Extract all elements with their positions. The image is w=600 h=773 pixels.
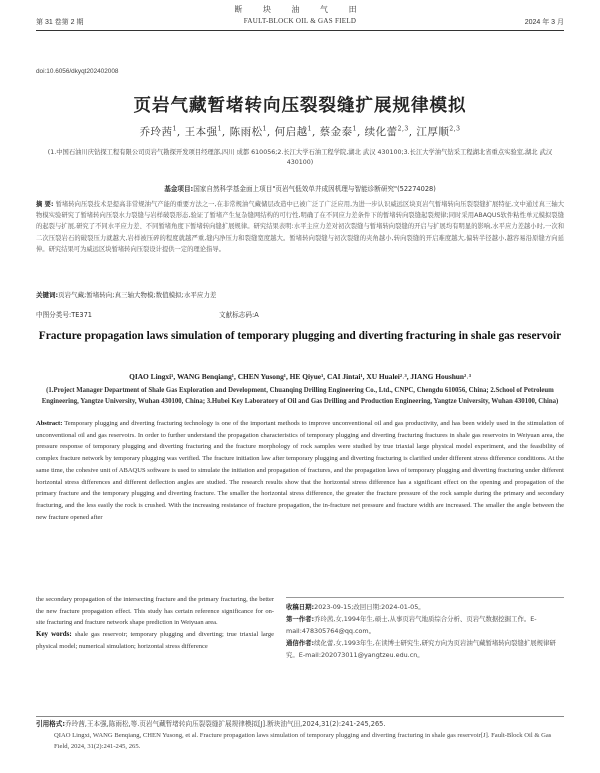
received-label: 收稿日期: [286, 603, 315, 611]
abstract-en [36, 418, 564, 523]
abstract-en-label: Abstract: [36, 420, 63, 427]
keywords-cn [36, 290, 564, 299]
fund-text: 国家自然科学基金面上项目"页岩气低效单井成因机理与智能诊断研究"(52274028) [193, 185, 436, 193]
author-sup: 1 [217, 125, 222, 133]
abstract-cn-text: 暂堵转向压裂技术是提高非常规油气产能的重要方法之一,在非常规油气藏储层改造中已被广泛了广泛应用,为进一步认识威远区块页岩气暂堵转向压裂裂缝扩展特征,文中通过真三轴大物模实验研究了暂堵转向压裂水力裂缝与岩样破裂形态,验证了暂堵产生复杂缝网结构的可行性,明确了在不同应力差条件下的暂堵转向裂缝起裂规律;同时采用ABAQUS软件粘性单元模拟裂缝的起裂与扩展,研究了不同水平应力差、不同暂堵角度下暂堵转向缝扩展规律。研究结果表明:水平主应力差对初次裂缝与暂堵转向裂缝的开启与扩展均有明显的影响,水平应力差越小时,一次和二次压裂岩石的破裂压力就越大,岩样被压碎的程度就越严重,缝内净压力和裂缝宽度越大。暂堵转向裂缝与初次裂缝的夹角越小,转向裂缝的开启难度越大,偏转半径越小,越容易沿原缝方向延伸。研究结果可为威远区块暂堵转向压裂设计提供一定的理论指导。 [36, 201, 564, 253]
corresponding-label: 通信作者: [286, 639, 315, 647]
fund-cn [0, 183, 600, 193]
first-author-info [286, 613, 564, 637]
abstract-en-text: Temporary plugging and diverting fracturing technology is one of the important methods to improve unconventional oil and gas productivity, and has been widely used in the stimulation of unconventional oil and gas reservoirs. In order to further understand the propagation characteristics of temporary plugging and diverting fracturing fractures in shale gas reservoirs in Weiyuan area, the pressure response of temporary plugging and diverting fracturing and the fracture morphology of rock samples were studied by true triaxial large physical model experiment, and the feasibility of complex fracture network by temporary plugging was verified. The fracture initiation law after temporary plugging and diverting fracturing is clarified under different stress difference conditions. At the same time, the cohesive unit of ABAQUS software is used to simulate the initiation and propagation of fractures, and the propagation laws of temporary plugging and diverting fracturing under different horizontal stress differences and different deflection angles are studied. The research results show that the horizontal stress difference has a significant effect on the opening and propagation of the primary fracture and the temporary plugging and diverting fracture. The smaller the horizontal stress difference, the greater the fracture pressure of the rock sample during the primary and secondary fracturing, and the less easily the rock is crushed. With the increasing resistance of fracture propagation, the in-fracture net pressure and fracture width are increased. The smaller the angle between the new fracture opened after [36, 420, 564, 521]
abstract-cn-label: 摘 要: [36, 201, 54, 208]
document-code: 文献标志码:A [219, 311, 259, 319]
article-info [286, 597, 564, 661]
citation [36, 719, 564, 752]
received-date [286, 601, 564, 613]
clc-number: 中图分类号:TE371 [36, 311, 92, 319]
author-sup: 2,3 [449, 125, 461, 133]
abstract-en-continued [36, 594, 274, 653]
running-header [36, 15, 564, 29]
first-author-text: 乔玲茜,女,1994年生,硕士,从事页岩气地质综合分析、页岩气数据挖掘工作。E-mail:478305764@qq.com。 [286, 615, 537, 635]
abstract-cn [36, 199, 564, 255]
author-cn: 王本强 [184, 126, 218, 138]
journal-name-cn: 断 块 油 气 田 [234, 5, 366, 14]
affiliations-cn: (1.中国石油川庆钻探工程有限公司页岩气勘探开发项目经理部,四川 成都 610056;2.长江大学石油工程学院,湖北 武汉 430100;3.长江大学油气钻采工程湖北省重点实验室,湖北 武汉 430100) [47, 149, 553, 166]
corresponding-text: 续化蕾,女,1993年生,在读博士研究生,研究方向为页岩油气藏暂堵转向裂缝扩展规律研究。E-mail:202073011@yangtzeu.edu.cn。 [286, 639, 556, 659]
first-author-label: 第一作者: [286, 615, 315, 623]
author-cn: 乔玲茜 [139, 126, 173, 138]
author-sup: 1 [172, 125, 177, 133]
citation-label: 引用格式: [36, 720, 66, 728]
paper-title-en: Fracture propagation laws simulation of temporary plugging and diverting fracturing in shale gas reservoir [38, 330, 562, 342]
fund-label: 基金项目: [164, 185, 194, 193]
keywords-cn-label: 关键词: [36, 291, 59, 299]
keywords-cn-text: 页岩气藏;暂堵转向;真三轴大物模;数值模拟;水平应力差 [58, 291, 217, 299]
author-cn: 蔡金泰 [319, 126, 353, 138]
abstract-en-continued-text: the secondary propagation of the intersecting fracture and the primary fracturing, the better the new fracture propagation effect. This study has certain reference significance for on-site fracturing and fracture network shape prediction in Weiyuan area. [36, 596, 274, 627]
keywords-en-text: shale gas reservoir; temporary plugging and diverting; true triaxial large physical model; numerical simulation; horizontal stress difference [36, 631, 274, 650]
author-sup: 1 [262, 125, 267, 133]
citation-rule [36, 716, 564, 717]
author-cn: 陈雨松 [229, 126, 263, 138]
journal-name-en: FAULT-BLOCK OIL & GAS FIELD [243, 17, 357, 25]
corresponding-author-info [286, 637, 564, 661]
header-rule [36, 30, 564, 31]
keywords-en-label: Key words: [36, 630, 72, 639]
citation-cn: 乔玲茜,王本强,陈雨松,等.页岩气藏暂堵转向压裂裂缝扩展规律模拟[J].断块油气田,2024,31(2):241-245,265. [65, 720, 386, 728]
author-sup: 1 [307, 125, 312, 133]
citation-en: QIAO Lingxi, WANG Benqiang, CHEN Yusong, et al. Fracture propagation laws simulation of temporary plugging and diverting fracturing in shale gas reservoir[J]. Fault-Block Oil & Gas Field, 2024, 31(2):241-245, 265. [54, 732, 552, 750]
issue-date: 2024 年 3 月 [524, 19, 564, 26]
author-cn: 续化蕾 [364, 126, 398, 138]
authors-en: QIAO Lingxi¹, WANG Benqiang¹, CHEN Yusong¹, HE Qiyue¹, CAI Jintai¹, XU Hualei²˒³, JIANG Houshun²˒³ [129, 372, 471, 381]
doi[interactable]: doi:10.6056/dkyqt202402008 [36, 68, 119, 75]
volume-issue: 第 31 卷第 2 期 [36, 19, 84, 26]
affiliations-en: (1.Project Manager Department of Shale Gas Exploration and Development, Chuanqing Drilling Engineering Co., Ltd., CNPC, Chengdu 610056, China; 2.School of Petroleum Engineering, Yangtze University, Wuhan 430100, China; 3.Hubei Key Laboratory of Oil and Gas Drilling and Production Engineering, Yangtze University, Wuhan 430100, China) [41, 387, 559, 405]
received-text: 2023-09-15;改回日期:2024-01-05。 [314, 603, 425, 611]
author-cn: 何启越 [274, 126, 308, 138]
author-sup: 2,3 [397, 125, 409, 133]
author-cn: 江厚顺 [416, 126, 450, 138]
paper-title-cn: 页岩气藏暂堵转向压裂裂缝扩展规律模拟 [133, 96, 467, 116]
authors-cn: 乔玲茜$^1$, 王本强$^1$, 陈雨松$^1$, 何启越$^1$, 蔡金泰$^1$, 续化蕾$^{2,3}$, 江厚顺$^{2,3}$ [139, 125, 461, 138]
author-sup: 1 [352, 125, 357, 133]
